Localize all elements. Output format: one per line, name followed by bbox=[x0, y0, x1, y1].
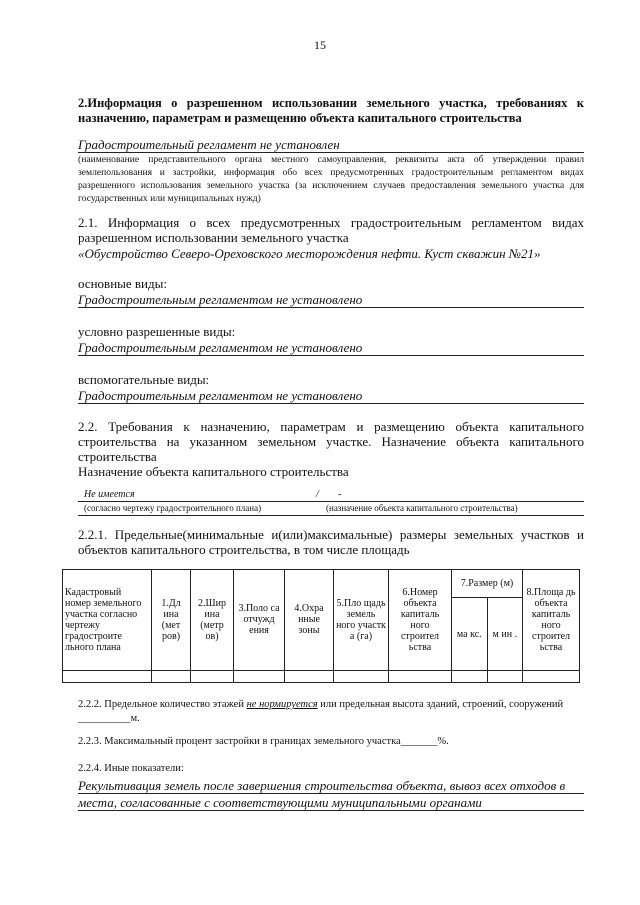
object-name: «Обустройство Северо-Ореховского месторождения нефти. Куст скважин №21» bbox=[78, 246, 541, 261]
col-width: 2.Шир ина (метр ов) bbox=[191, 570, 234, 671]
auxiliary-types-value: Градостроительным регламентом не установлено bbox=[78, 388, 584, 404]
main-types-label: основные виды: bbox=[78, 276, 167, 291]
conditional-types-label: условно разрешенные виды: bbox=[78, 324, 236, 339]
empty-cell bbox=[487, 670, 522, 682]
section-heading: 2.Информация о разрешенном использовании земельного участка, требованиях к назначению, параметрам и размещению объекта капитального строительства bbox=[78, 96, 584, 125]
col-alienation-strip: 3.Поло са отчужд ения bbox=[234, 570, 285, 671]
regulation-line: Градостроительный регламент не установлен bbox=[78, 137, 584, 153]
height-line: __________м. bbox=[78, 713, 140, 724]
page-number: 15 bbox=[314, 38, 326, 52]
empty-cell bbox=[285, 670, 334, 682]
col-plot-area: 5.Пло щадь земель ного участк а (га) bbox=[334, 570, 389, 671]
empty-cell bbox=[334, 670, 389, 682]
col-length: 1.Дл ина (мет ров) bbox=[152, 570, 191, 671]
col-size-min: м ин . bbox=[487, 598, 522, 671]
conditional-types-value: Градостроительным регламентом не установлено bbox=[78, 340, 584, 356]
auxiliary-types-label: вспомогательные виды: bbox=[78, 372, 210, 387]
purpose-right-note: (назначение объекта капитального строительства) bbox=[326, 503, 518, 513]
floors-suffix: или предельная высота зданий, строений, сооружений bbox=[317, 699, 564, 710]
regulation-note: (наименование представительного органа местного самоуправления, реквизиты акта об утверждении правил землепользования и застройки, информация обо всех предусмотренных градостроительным регламентом видах разрешенного использования земельного участка (за исключением случаев предоставления земельного участка для государственных или муниципальных нужд) bbox=[78, 154, 584, 204]
purpose-slash: / bbox=[316, 489, 319, 500]
floors-value: не нормируется bbox=[246, 699, 318, 710]
divider bbox=[78, 515, 584, 516]
purpose-line bbox=[78, 489, 584, 502]
col-object-area: 8.Площа дь объекта капиталь ного строител ьства bbox=[523, 570, 580, 671]
dimensions-table bbox=[62, 569, 580, 683]
empty-cell bbox=[63, 670, 152, 682]
col-size: 7.Размер (м) bbox=[452, 570, 523, 598]
section-2-2-3: 2.2.3. Максимальный процент застройки в границах земельного участка_______%. bbox=[78, 736, 449, 747]
empty-cell bbox=[152, 670, 191, 682]
empty-cell bbox=[452, 670, 488, 682]
section-2-2-1-text: 2.2.1. Предельные(минимальные и(или)максимальные) размеры земельных участков и объектов капитального строительства, в том числе площадь bbox=[78, 527, 584, 557]
purpose-left-note: (согласно чертежу градостроительного плана) bbox=[84, 503, 262, 513]
floors-prefix: 2.2.2. Предельное количество этажей bbox=[78, 699, 247, 710]
purpose-label: Назначение объекта капитального строительства bbox=[78, 464, 349, 479]
section-2-2-4-label: 2.2.4. Иные показатели: bbox=[78, 763, 184, 774]
col-cadastral-number: Кадастровый номер земельного участка согласно чертежу градостроите льного плана bbox=[63, 570, 152, 671]
other-indicators-line-2: места, согласованные с соответствующими муниципальными органами bbox=[78, 795, 584, 811]
section-2-2-2 bbox=[78, 698, 584, 726]
col-object-number: 6.Номер объекта капиталь ного строител ьства bbox=[389, 570, 452, 671]
other-indicators-line-1: Рекультивация земель после завершения строительства объекта, вывоз всех отходов в bbox=[78, 778, 584, 794]
empty-cell bbox=[389, 670, 452, 682]
col-size-max: ма кс. bbox=[452, 598, 488, 671]
purpose-right-value: - bbox=[338, 489, 342, 500]
col-protection-zones: 4.Охра нные зоны bbox=[285, 570, 334, 671]
section-2-1-text: 2.1. Информация о всех предусмотренных градостроительным регламентом видах разрешенном использовании земельного участка bbox=[78, 215, 584, 245]
purpose-left-value: Не имеется bbox=[84, 489, 135, 500]
empty-cell bbox=[191, 670, 234, 682]
main-types-value: Градостроительным регламентом не установлено bbox=[78, 292, 584, 308]
section-2-2-text: 2.2. Требования к назначению, параметрам и размещению объекта капитального строительства на указанном земельном участке. Назначение объекта капитального строительства bbox=[78, 419, 584, 464]
empty-cell bbox=[234, 670, 285, 682]
empty-cell bbox=[523, 670, 580, 682]
